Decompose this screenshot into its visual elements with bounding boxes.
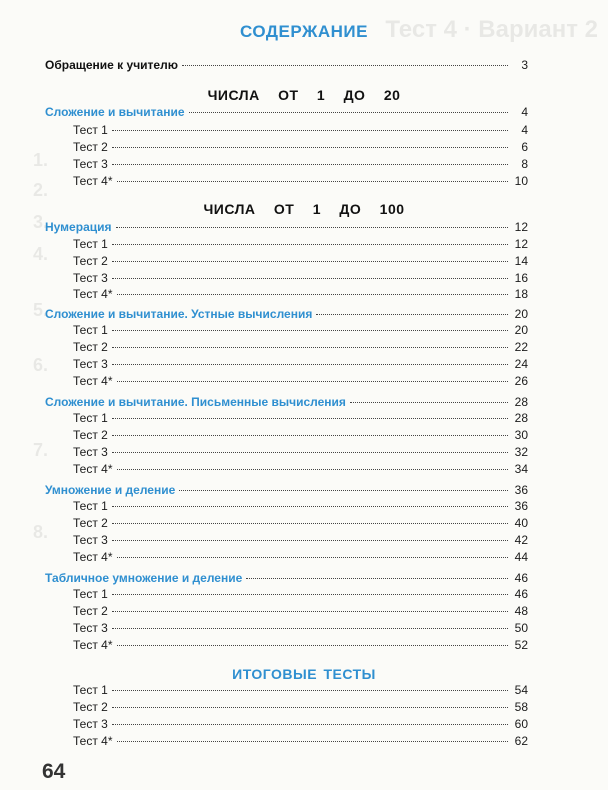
toc-test-entry[interactable]	[45, 444, 528, 460]
dot-leader	[117, 294, 508, 295]
toc-entry-page: 36	[514, 483, 528, 497]
toc-test-entry[interactable]	[45, 427, 528, 443]
toc-title: СОДЕРЖАНИЕ	[240, 22, 368, 41]
toc-test-entry[interactable]	[45, 515, 528, 531]
dot-leader	[112, 147, 508, 148]
show-through-text: 3.	[32, 212, 48, 232]
dot-leader	[112, 244, 508, 245]
show-through-text: 2.	[32, 180, 48, 200]
dot-leader	[112, 278, 508, 279]
toc-entry-page: 36	[514, 499, 528, 513]
toc-test-label: Тест 3	[73, 621, 108, 635]
dot-leader	[112, 628, 508, 629]
toc-entry-page: 28	[514, 411, 528, 425]
dot-leader	[117, 557, 508, 558]
toc-test-entry[interactable]	[45, 699, 528, 715]
dot-leader	[112, 330, 508, 331]
toc-entry-page: 6	[521, 140, 528, 154]
toc-entry-intro[interactable]	[45, 57, 528, 73]
toc-entry-page: 30	[514, 428, 528, 442]
toc-topic[interactable]	[45, 219, 528, 235]
toc-test-label: Тест 4*	[73, 462, 113, 476]
toc-entry-page: 34	[514, 462, 528, 476]
toc-test-label: Тест 2	[73, 140, 108, 154]
section-heading: ИТОГОВЫЕ ТЕСТЫ	[232, 666, 376, 682]
toc-test-label: Тест 1	[73, 323, 108, 337]
toc-test-label: Тест 1	[73, 499, 108, 513]
toc-test-entry[interactable]	[45, 139, 528, 155]
toc-test-entry[interactable]	[45, 173, 528, 189]
dot-leader	[112, 611, 508, 612]
toc-test-label: Тест 2	[73, 700, 108, 714]
dot-leader	[112, 418, 508, 419]
toc-test-label: Тест 1	[73, 587, 108, 601]
toc-test-entry[interactable]	[45, 532, 528, 548]
toc-test-label: Тест 3	[73, 357, 108, 371]
toc-entry-page: 62	[514, 734, 528, 748]
toc-test-entry[interactable]	[45, 356, 528, 372]
toc-entry-page: 18	[514, 287, 528, 301]
toc-test-entry[interactable]	[45, 322, 528, 338]
toc-entry-page: 52	[514, 638, 528, 652]
toc-test-label: Тест 3	[73, 717, 108, 731]
toc-entry-page: 20	[514, 323, 528, 337]
toc-test-entry[interactable]	[45, 373, 528, 389]
dot-leader	[112, 130, 508, 131]
toc-entry-page: 58	[514, 700, 528, 714]
dot-leader	[112, 164, 508, 165]
toc-test-entry[interactable]	[45, 156, 528, 172]
toc-entry-page: 44	[514, 550, 528, 564]
toc-test-label: Тест 1	[73, 237, 108, 251]
toc-entry-page: 48	[514, 604, 528, 618]
show-through-text: 5.	[32, 300, 48, 320]
dot-leader	[179, 490, 508, 491]
toc-entry-page: 42	[514, 533, 528, 547]
dot-leader	[112, 523, 508, 524]
toc-test-label: Тест 4*	[73, 550, 113, 564]
toc-test-entry[interactable]	[45, 461, 528, 477]
toc-test-label: Тест 1	[73, 123, 108, 137]
show-through-text: 8.	[32, 522, 48, 542]
toc-test-entry[interactable]	[45, 122, 528, 138]
toc-test-entry[interactable]	[45, 603, 528, 619]
dot-leader	[112, 724, 508, 725]
dot-leader	[112, 452, 508, 453]
dot-leader	[117, 469, 508, 470]
toc-topic[interactable]	[45, 394, 528, 410]
toc-entry-page: 46	[514, 587, 528, 601]
toc-test-entry[interactable]	[45, 339, 528, 355]
toc-topic[interactable]	[45, 306, 528, 322]
toc-test-entry[interactable]	[45, 498, 528, 514]
dot-leader	[112, 707, 508, 708]
toc-topic[interactable]	[45, 482, 528, 498]
toc-topic-label: Сложение и вычитание. Письменные вычисления	[45, 395, 346, 409]
toc-test-entry[interactable]	[45, 270, 528, 286]
toc-entry-page: 24	[514, 357, 528, 371]
page-number: 64	[42, 760, 66, 783]
dot-leader	[112, 540, 508, 541]
toc-entry-page: 46	[514, 571, 528, 585]
toc-test-entry[interactable]	[45, 733, 528, 749]
toc-entry-page: 4	[521, 123, 528, 137]
toc-topic[interactable]	[45, 570, 528, 586]
dot-leader	[316, 314, 508, 315]
toc-topic-label: Сложение и вычитание	[45, 105, 185, 119]
toc-test-entry[interactable]	[45, 716, 528, 732]
toc-test-label: Тест 4*	[73, 374, 113, 388]
toc-test-label: Тест 1	[73, 683, 108, 697]
toc-test-label: Тест 4*	[73, 174, 113, 188]
toc-entry-page: 22	[514, 340, 528, 354]
show-through-text: 6.	[32, 355, 48, 375]
toc-test-label: Тест 2	[73, 516, 108, 530]
dot-leader	[117, 181, 508, 182]
dot-leader	[112, 261, 508, 262]
toc-entry-page: 60	[514, 717, 528, 731]
toc-entry-page: 8	[521, 157, 528, 171]
toc-test-entry[interactable]	[45, 236, 528, 252]
toc-entry-page: 16	[514, 271, 528, 285]
toc-entry-page: 4	[521, 105, 528, 119]
toc-test-label: Тест 2	[73, 604, 108, 618]
toc-test-label: Тест 2	[73, 340, 108, 354]
toc-test-label: Тест 2	[73, 428, 108, 442]
dot-leader	[350, 402, 508, 403]
toc-test-entry[interactable]	[45, 637, 528, 653]
toc-topic[interactable]	[45, 104, 528, 120]
toc-topic-label: Табличное умножение и деление	[45, 571, 243, 585]
toc-entry-page: 14	[514, 254, 528, 268]
toc-test-label: Тест 3	[73, 445, 108, 459]
toc-test-label: Тест 4*	[73, 287, 113, 301]
dot-leader	[246, 578, 508, 579]
dot-leader	[117, 741, 508, 742]
toc-entry-page: 10	[514, 174, 528, 188]
dot-leader	[112, 364, 508, 365]
toc-entry-page: 40	[514, 516, 528, 530]
toc-entry-page: 28	[514, 395, 528, 409]
toc-test-entry[interactable]	[45, 286, 528, 302]
toc-entry-page: 54	[514, 683, 528, 697]
dot-leader	[112, 347, 508, 348]
toc-test-entry[interactable]	[45, 620, 528, 636]
toc-entry-page: 3	[521, 58, 528, 72]
show-through-text: 1.	[32, 150, 48, 170]
toc-test-entry[interactable]	[45, 682, 528, 698]
show-through-text: Тест 4 · Вариант 2	[385, 16, 598, 43]
toc-topic-label: Сложение и вычитание. Устные вычисления	[45, 307, 313, 321]
toc-test-label: Тест 3	[73, 271, 108, 285]
dot-leader	[117, 645, 508, 646]
dot-leader	[112, 435, 508, 436]
section-heading: ЧИСЛА ОТ 1 ДО 100	[203, 201, 405, 217]
section-heading: ЧИСЛА ОТ 1 ДО 20	[207, 87, 401, 103]
toc-test-label: Тест 4*	[73, 638, 113, 652]
toc-test-entry[interactable]	[45, 586, 528, 602]
toc-entry-page: 12	[514, 237, 528, 251]
dot-leader	[112, 506, 508, 507]
toc-entry-page: 50	[514, 621, 528, 635]
dot-leader	[112, 690, 508, 691]
toc-entry-page: 12	[514, 220, 528, 234]
show-through-text: 7.	[32, 440, 48, 460]
toc-test-label: Тест 3	[73, 157, 108, 171]
toc-entry-page: 26	[514, 374, 528, 388]
toc-test-entry[interactable]	[45, 410, 528, 426]
toc-topic-label: Нумерация	[45, 220, 112, 234]
dot-leader	[182, 65, 508, 66]
show-through-text: 4.	[32, 244, 48, 264]
dot-leader	[116, 227, 509, 228]
toc-entry-page: 32	[514, 445, 528, 459]
toc-entry-page: 20	[514, 307, 528, 321]
toc-test-label: Тест 2	[73, 254, 108, 268]
dot-leader	[117, 381, 508, 382]
toc-entry-label: Обращение к учителю	[45, 58, 178, 72]
toc-topic-label: Умножение и деление	[45, 483, 176, 497]
toc-test-entry[interactable]	[45, 549, 528, 565]
toc-test-label: Тест 4*	[73, 734, 113, 748]
dot-leader	[112, 594, 508, 595]
dot-leader	[189, 112, 509, 113]
toc-test-entry[interactable]	[45, 253, 528, 269]
toc-test-label: Тест 3	[73, 533, 108, 547]
toc-test-label: Тест 1	[73, 411, 108, 425]
